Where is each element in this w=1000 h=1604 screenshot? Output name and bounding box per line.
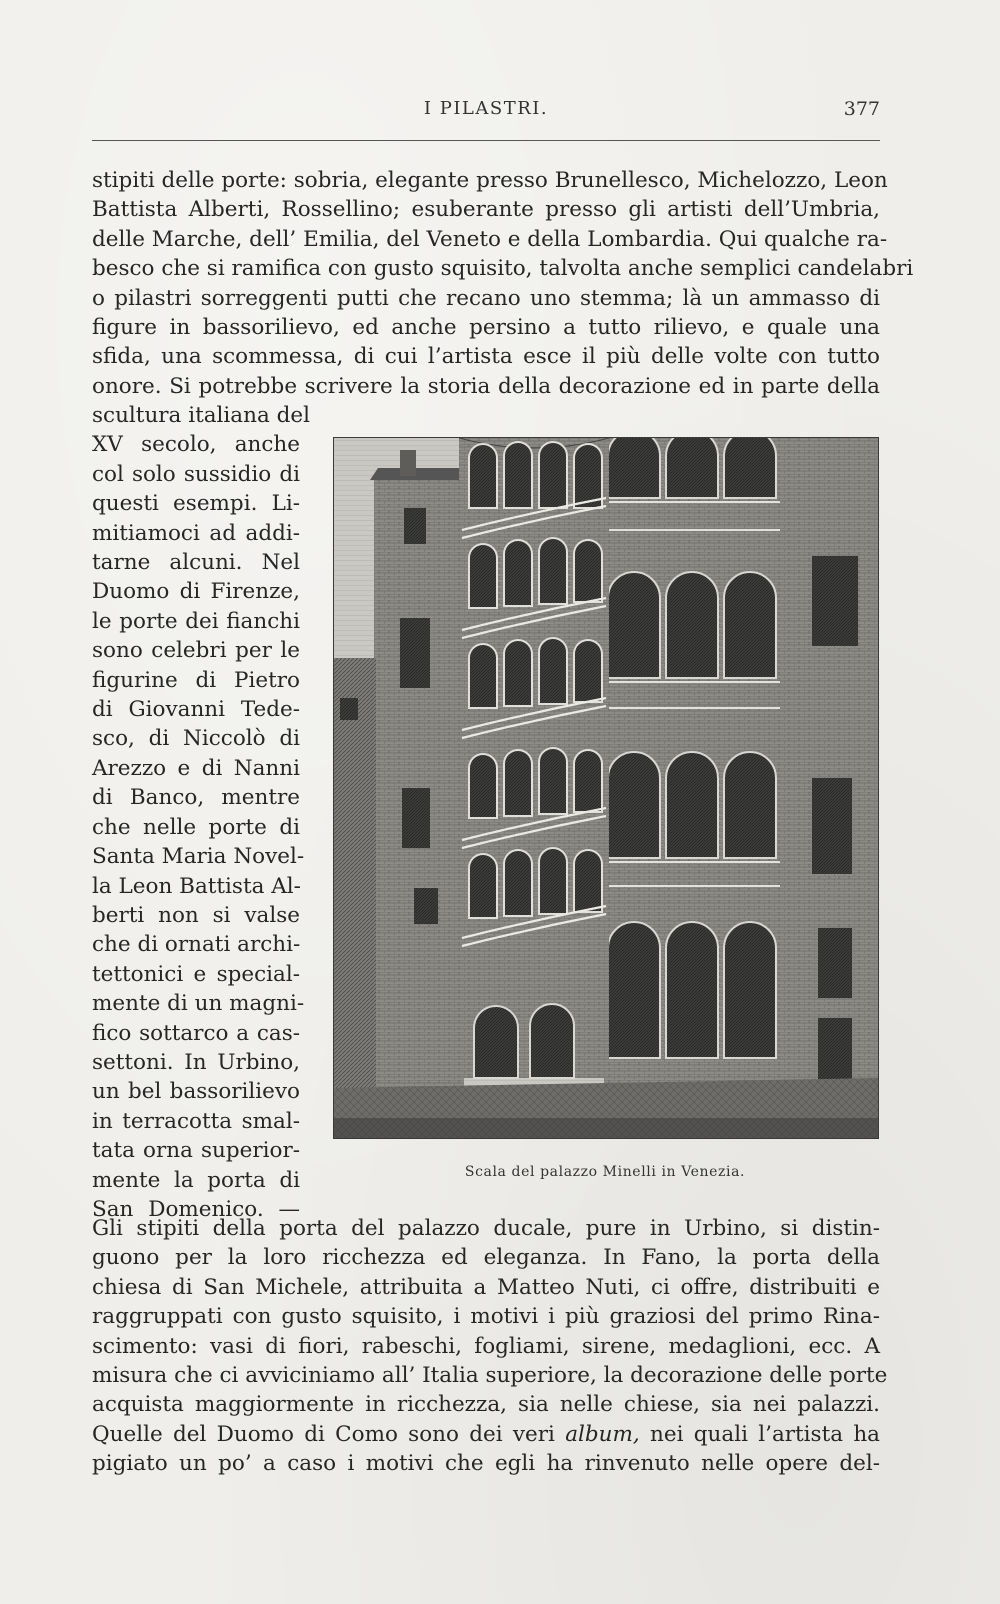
text-line: o pilastri sorreggenti putti che recano uno stemma; là un ammasso di bbox=[92, 285, 880, 311]
text-line: tata orna superior- bbox=[92, 1138, 300, 1164]
text-line: scultura italiana del bbox=[92, 403, 310, 428]
text-line: besco che si ramifica con gusto squisito, talvolta anche semplici candelabri bbox=[92, 256, 914, 282]
text-line: raggruppati con gusto squisito, i motivi i più graziosi del primo Rina- bbox=[92, 1304, 880, 1330]
text-line: tarne alcuni. Nel bbox=[92, 550, 300, 576]
text-line: XV secolo, anche bbox=[92, 432, 300, 458]
running-head bbox=[92, 98, 880, 130]
text-line: Battista Alberti, Rossellino; esuberante presso gli artisti dell’Umbria, bbox=[92, 197, 880, 223]
header-rule bbox=[92, 140, 880, 141]
text-line: la Leon Battista Al- bbox=[92, 873, 301, 899]
text-line: mente di un magni- bbox=[92, 991, 305, 1017]
spiral-staircase-tower bbox=[459, 438, 609, 1078]
figure-caption: Scala del palazzo Minelli in Venezia. bbox=[464, 1164, 746, 1180]
text-line: di Banco, mentre bbox=[92, 785, 300, 811]
text-line: guono per la loro ricchezza ed eleganza. In Fano, la porta della bbox=[92, 1245, 880, 1271]
text-line: Gli stipiti della porta del palazzo ducale, pure in Urbino, si distin- bbox=[92, 1216, 880, 1241]
text-line: sco, di Niccolò di bbox=[92, 726, 300, 752]
text-line: Arezzo e di Nanni bbox=[92, 755, 300, 781]
text-line: questi esempi. Li- bbox=[92, 491, 300, 517]
text-line: settoni. In Urbino, bbox=[92, 1049, 300, 1075]
text-line: San Domenico. — bbox=[92, 1196, 300, 1222]
text-line: sfida, una scommessa, di cui l’artista esce il più delle volte con tutto bbox=[92, 344, 880, 370]
text-line: col solo sussidio di bbox=[92, 461, 300, 487]
text-line: le porte dei fianchi bbox=[92, 608, 300, 634]
text-segment: Quelle del Duomo di Como sono dei veri bbox=[92, 1421, 555, 1447]
text-block-bottom bbox=[92, 1214, 888, 1479]
text-line: di Giovanni Tede- bbox=[92, 697, 300, 723]
text-block-top bbox=[92, 166, 914, 401]
text-line-with-italic bbox=[92, 1420, 880, 1449]
text-line: onore. Si potrebbe scrivere la storia della decorazione ed in parte della bbox=[92, 373, 880, 399]
text-line: berti non si valse bbox=[92, 902, 300, 928]
text-line: in terracotta smal- bbox=[92, 1108, 300, 1134]
text-line: sono celebri per le bbox=[92, 638, 300, 664]
text-line: Duomo di Firenze, bbox=[92, 579, 300, 605]
engraving-illustration bbox=[333, 437, 879, 1139]
text-line: delle Marche, dell’ Emilia, del Veneto e della Lombardia. Qui qualche ra- bbox=[92, 226, 888, 252]
running-title: I PILASTRI. bbox=[423, 98, 549, 119]
text-line: fico sottarco a cas- bbox=[92, 1020, 300, 1046]
text-line: misura che ci avviciniamo all’ Italia superiore, la decorazione delle porte bbox=[92, 1363, 888, 1389]
text-segment: nei quali l’artista ha bbox=[639, 1421, 880, 1447]
text-line: pigiato un po’ a caso i motivi che egli ha rinvenuto nelle opere del- bbox=[92, 1451, 880, 1477]
text-line: chiesa di San Michele, attribuita a Matteo Nuti, ci offre, distribuiti e bbox=[92, 1274, 880, 1300]
text-line: tettonici e special- bbox=[92, 961, 300, 987]
text-line: scimento: vasi di fiori, rabeschi, fogliami, sirene, medaglioni, ecc. A bbox=[92, 1333, 880, 1359]
text-line: acquista maggiormente in ricchezza, sia nelle chiese, sia nei palazzi. bbox=[92, 1392, 880, 1418]
text-line: figurine di Pietro bbox=[92, 667, 300, 693]
text-line: Santa Maria Novel- bbox=[92, 844, 305, 870]
page-number: 377 bbox=[843, 98, 880, 120]
text-line: stipiti delle porte: sobria, elegante presso Brunellesco, Michelozzo, Leon bbox=[92, 168, 888, 193]
text-line: che di ornati archi- bbox=[92, 932, 301, 958]
text-line: un bel bassorilievo bbox=[92, 1079, 300, 1105]
text-line: mente la porta di bbox=[92, 1167, 300, 1193]
italic-word: album, bbox=[565, 1421, 640, 1447]
text-block-side bbox=[92, 401, 310, 1224]
staircase-engraving bbox=[334, 438, 878, 1138]
text-line: figure in bassorilievo, ed anche persino a tutto rilievo, e quale una bbox=[92, 315, 880, 341]
text-line: che nelle porte di bbox=[92, 814, 300, 840]
text-line: mitiamoci ad addi- bbox=[92, 520, 300, 546]
